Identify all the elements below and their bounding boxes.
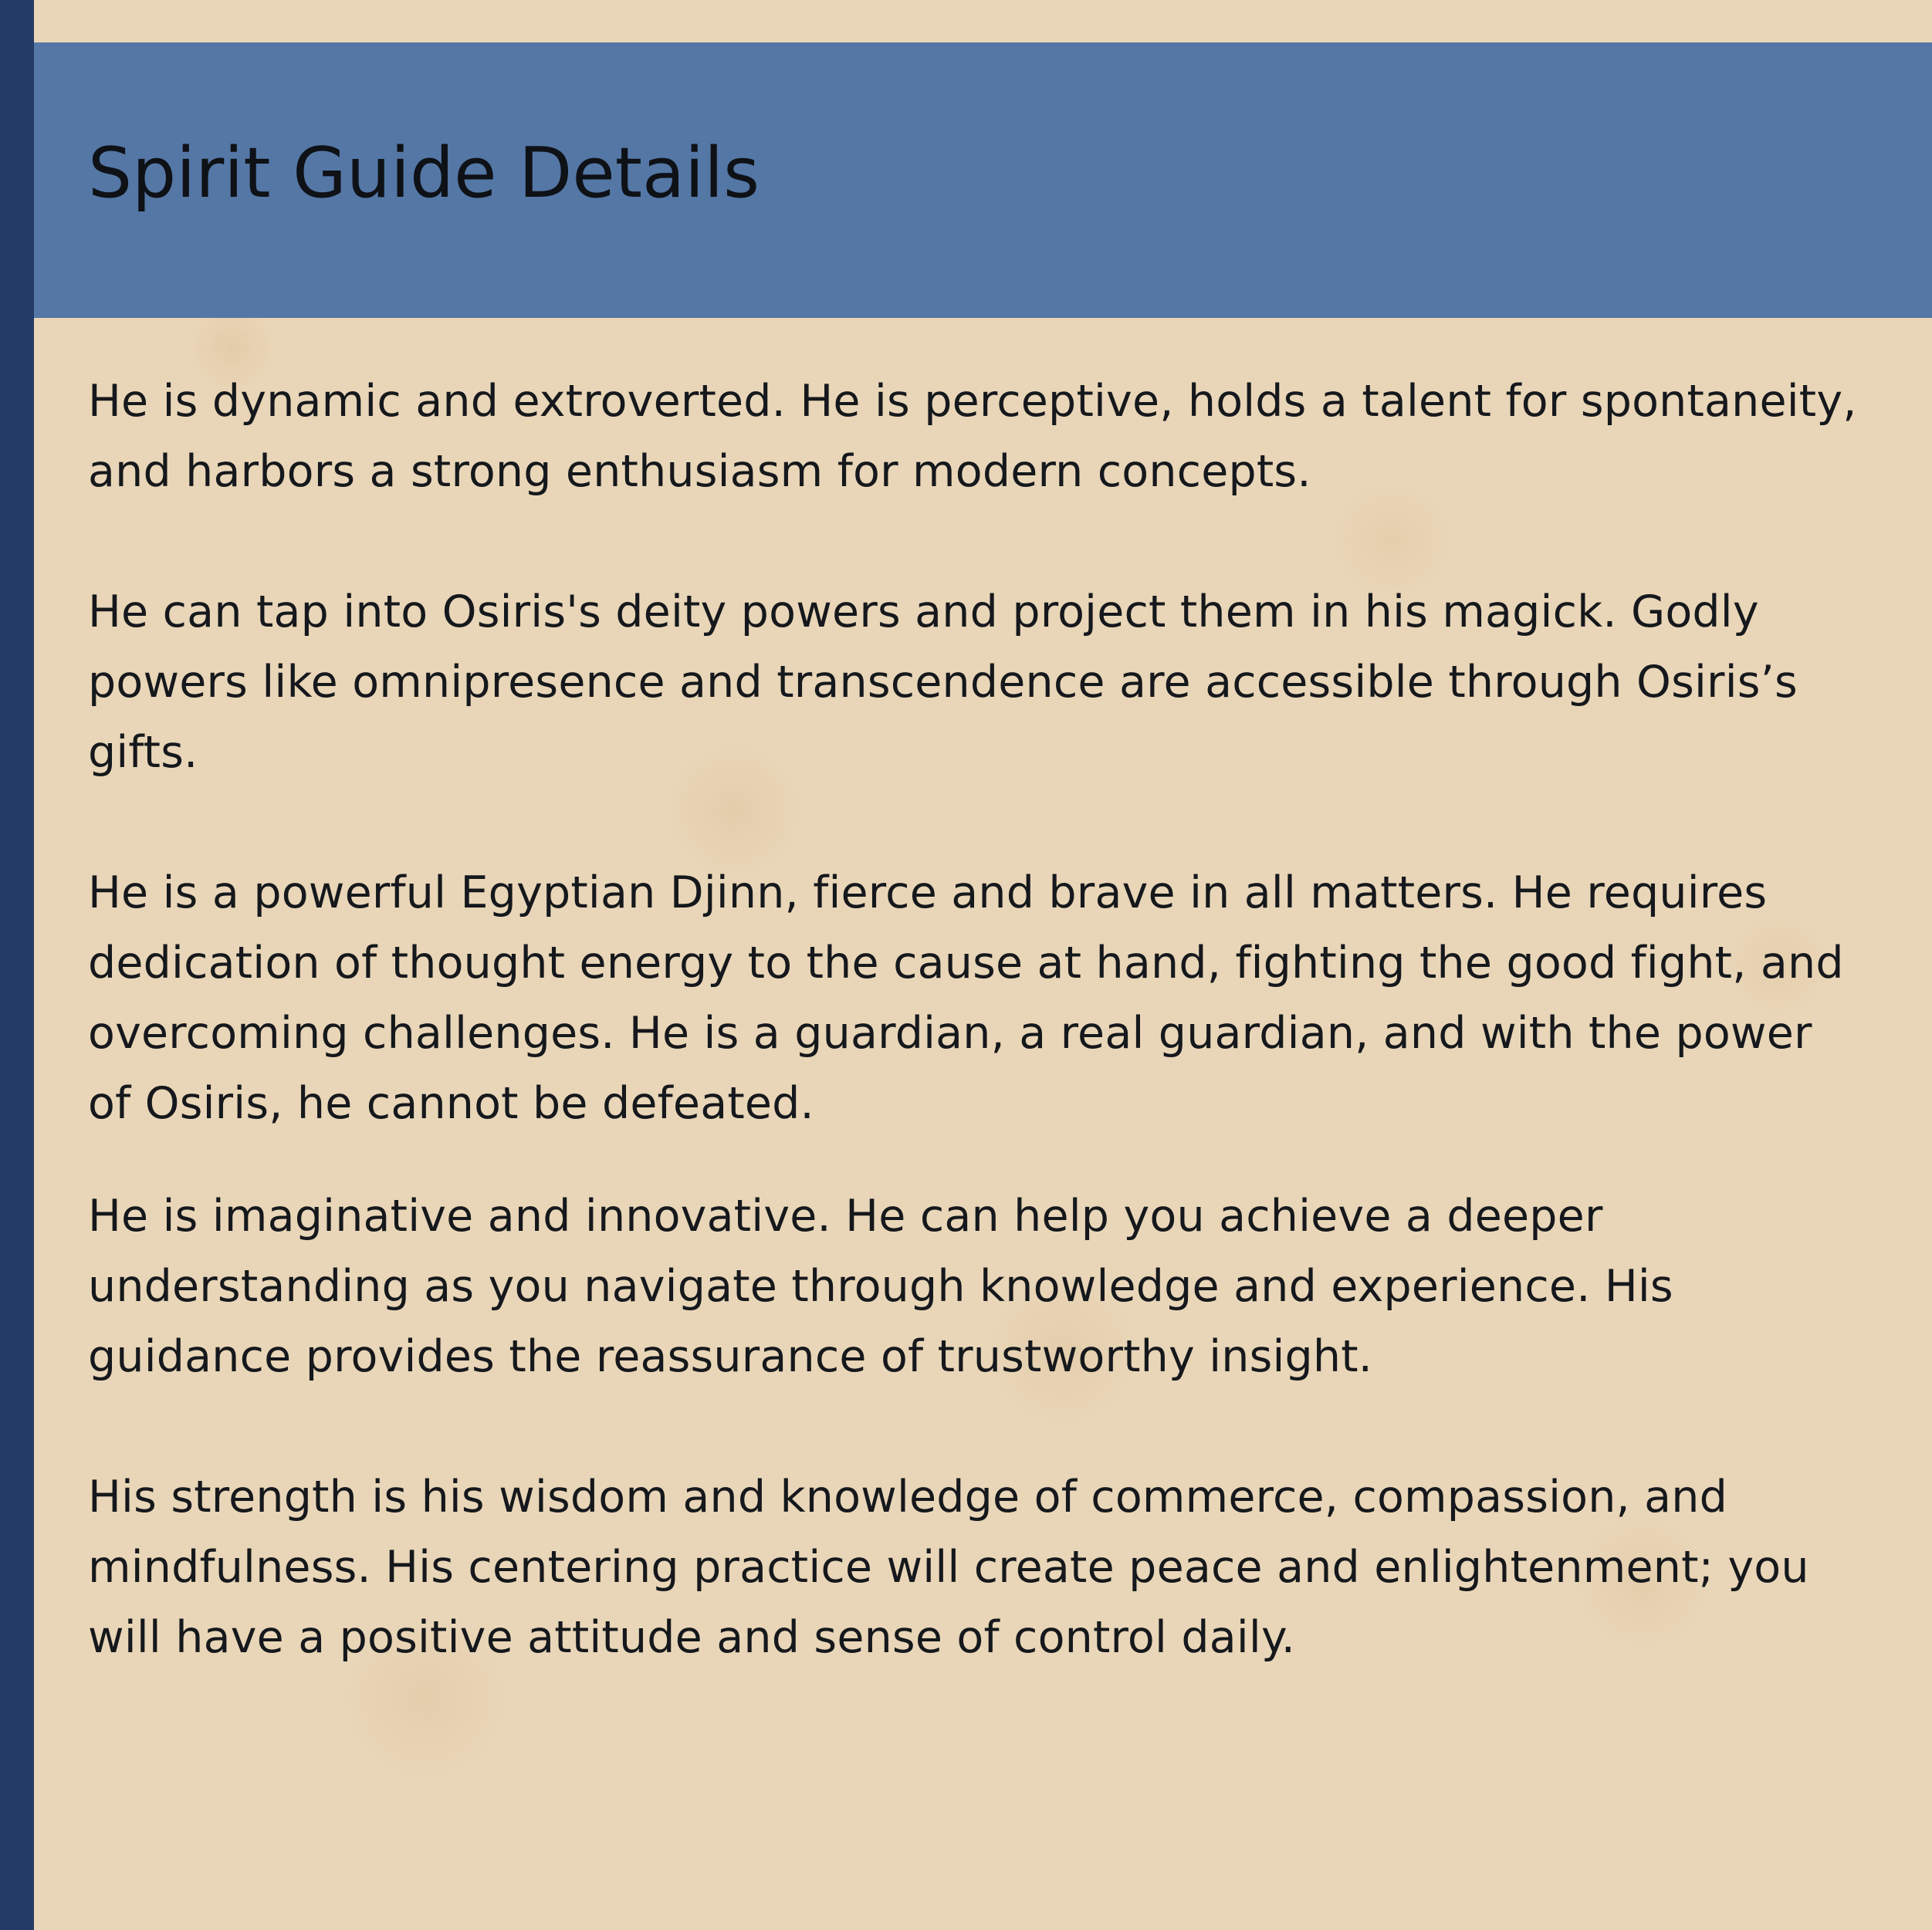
paragraph-powers: He can tap into Osiris's deity powers and project them in his magick. Godly powers like omnipresence and transcendence are accessible through Osiris’s gifts.	[88, 586, 1798, 778]
header-banner	[34, 42, 1932, 318]
left-accent-bar	[0, 0, 34, 1930]
paragraph-insight: He is imaginative and innovative. He can help you achieve a deeper understanding as you navigate through knowledge and experience. His guidance provides the reassurance of trustworthy insight.	[88, 1191, 1673, 1382]
description-body	[88, 367, 1863, 1673]
paragraph-strength: His strength is his wisdom and knowledge of commerce, compassion, and mindfulness. His centering practice will create peace and enlightenment; you will have a positive attitude and sense of control daily.	[88, 1472, 1809, 1663]
paragraph-personality: He is dynamic and extroverted. He is perceptive, holds a talent for spontaneity, and harbors a strong enthusiasm for modern concepts.	[88, 376, 1857, 497]
page-title: Spirit Guide Details	[88, 133, 760, 214]
paragraph-djinn: He is a powerful Egyptian Djinn, fierce and brave in all matters. He requires dedication of thought energy to the cause at hand, fighting the good fight, and overcoming challenges. He is a guardian, a real guardian, and with the power of Osiris, he cannot be defeated.	[88, 867, 1844, 1129]
